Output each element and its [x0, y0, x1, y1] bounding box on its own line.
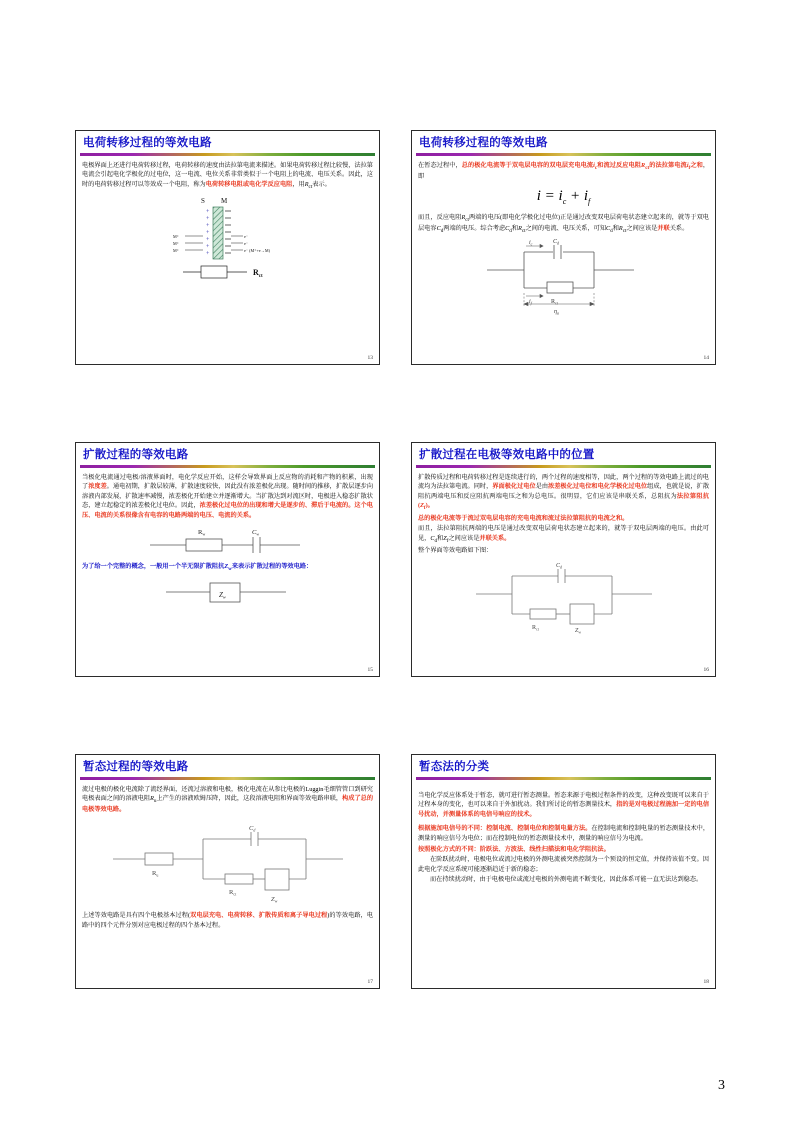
slide-18-number: 18 — [703, 979, 709, 985]
slide-13-number: 13 — [367, 355, 373, 361]
slide-14-highlight-1: 总的极化电流等于双电层电容的双电层充电电流$i_c$和流过反应电阻$R_{ct}$的法拉第电流$i_f$之和 — [461, 161, 703, 171]
slide-17-footer-text: 上述等效电路是具有四个电极基本过程(双电层充电、电荷转移、扩散传质和离子导电过程)的等效电路，电路中的四个元件分别对应电极过程的四个基本过程。 — [82, 912, 374, 929]
svg-text:Ru: $R_u$ — [151, 870, 158, 878]
slide-13[interactable] — [75, 130, 380, 365]
svg-text:Rct: $R_{ct}$ — [228, 889, 236, 897]
slide-14-paragraph-2: 而且，反应电阻$R_{ct}$两端的电压(即电化学极化过电位)正是通过改变双电层荷电状态建立起来的，就等于双电层电容$C_d$两端的电压。综合考虑$C_d$和$R_{ct}$之间的电流、电压关系，可知$C_d$和$R_{ct}$之间应该是并联关系。 — [418, 213, 709, 235]
slide-17-footer — [76, 907, 379, 930]
svg-text:if: $i_f$ — [528, 299, 532, 306]
slide-16[interactable] — [411, 442, 716, 677]
slide-14-title: 电荷转移过程的等效电路 — [419, 137, 548, 149]
slide-16-highlight-3: 并联关系。 — [479, 534, 511, 542]
slide-14-number: 14 — [703, 355, 709, 361]
interface-equivalent-circuit — [464, 562, 664, 634]
slide-14[interactable] — [411, 130, 716, 365]
slide-15-note — [76, 559, 379, 573]
slide-17-title: 暂态过程的等效电路 — [83, 761, 189, 773]
charge-transfer-interface-diagram — [143, 193, 313, 285]
svg-text:S: S — [200, 197, 205, 206]
zw-impedance-element — [138, 576, 318, 608]
total-electrode-equivalent-circuit — [103, 821, 353, 907]
slide-15-note-text: 为了给一个完整的概念，一般用一个半无限扩散阻抗$Z_w$来表示扩散过程的等效电路： — [82, 562, 313, 572]
svg-text:Rct: $R_{ct}$ — [550, 299, 558, 306]
slide-13-figure — [76, 193, 379, 285]
slide-18-highlight-2: 根据施加电信号的不同：控制电流、控制电位和控制电量方法。 — [418, 825, 592, 833]
slide-16-body — [412, 468, 715, 556]
slide-16-paragraph-2: 总的极化电流等于流过双电层电容的充电电流和流过法拉第阻抗的电流之和。 — [418, 514, 629, 522]
svg-text:Zw: $Z_w$ — [574, 627, 581, 635]
slide-14-body — [412, 156, 715, 236]
slide-15-title: 扩散过程的等效电路 — [83, 449, 189, 461]
slide-13-title: 电荷转移过程的等效电路 — [83, 137, 212, 149]
slide-13-highlight: 电荷转移电阻或电化学反应电阻 — [205, 180, 293, 188]
slide-16-paragraph-4: 整个界面等效电路如下图： — [418, 547, 493, 555]
slide-15-paragraph-1: 当极化电流通过电极/溶液界面时，电化学反应开始，这样会导致界面上反应物的消耗和产物的积累，出现了浓度差。通电初期，扩散层较薄，扩散速度较快，因此没有浓差极化出现。随时间的推移，扩散层逐步向溶液内部发展，扩散速率减慢，浓差极化开始建立并逐渐增大。当扩散达到对流区时，电极进入稳态扩散状态，建立起稳定的浓差极化过电位。因此，浓差极化过电位的出现和增大是逐步的、滞后于电流的。这个电压、电流的关系很像含有电容的电路两端的电压、电流的关系。 — [82, 473, 374, 519]
slide-16-number: 16 — [703, 667, 709, 673]
svg-text:M⁺: M⁺ — [172, 234, 179, 240]
slide-14-paragraph-1: 在暂态过程中，总的极化电流等于双电层电容的双电层充电电流$i_c$和流过反应电阻$R_{ct}$的法拉第电流$i_f$之和，即 — [418, 161, 710, 180]
svg-text:+: + — [205, 251, 209, 258]
svg-text:Rct: $R_{ct}$ — [531, 624, 539, 632]
slide-15-figure-1 — [76, 523, 379, 559]
slide-17-number: 17 — [367, 979, 373, 985]
slide-15-body — [76, 468, 379, 521]
slide-16-figure — [412, 562, 715, 634]
svg-text:Cd: $C_d$ — [552, 239, 559, 246]
slide-grid — [75, 130, 718, 989]
svg-text:+: + — [205, 230, 209, 237]
svg-text:+: + — [205, 237, 209, 244]
slide-18-title: 暂态法的分类 — [419, 761, 490, 773]
slide-17-highlight-1: 构成了总的电极等效电路。 — [82, 795, 374, 814]
slide-18-paragraph-3: 按照极化方式的不同：阶跃法、方波法、线性扫描法和电化学阻抗法。 — [418, 845, 610, 853]
slide-17[interactable] — [75, 754, 380, 989]
slide-15[interactable] — [75, 442, 380, 677]
rw-cw-series-circuit — [128, 523, 328, 559]
svg-text:Rct: $R_{ct}$ — [252, 268, 263, 280]
slide-16-paragraph-1: 扩散传质过程和电荷转移过程是连续进行的，两个过程的速度相等，因此，两个过程的等效电路上流过的电流均为法拉第电流。同时，界面极化过电位是由浓差极化过电位和电化学极化过电位组成，也就是说，扩散阻抗两端电压和反应阻抗两端电压之和为总电压。很明显，它们应该是串联关系，总阻抗为法拉第阻抗$(Z_f)$。 — [418, 473, 710, 512]
svg-text:e⁻ (M⁺+e→M): e⁻ (M⁺+e→M) — [243, 248, 270, 254]
parallel-rc-circuit-diagram — [469, 238, 659, 316]
slide-18-paragraph-4: 在阶跃扰动时，电极电位或流过电极的外测电流被突然控制为一个预设的恒定值，并保持该值不变。因此电化学反应系统可能逐渐趋近于新的稳态； — [418, 856, 709, 873]
slide-14-highlight-2: 并联 — [657, 225, 670, 233]
svg-text:e⁻: e⁻ — [243, 241, 248, 247]
svg-text:M⁺: M⁺ — [172, 248, 179, 254]
slide-18-paragraph-5: 而在持续扰动时，由于电极电位或流过电极的外测电流不断变化，因此体系可能一直无法达到稳态。 — [430, 876, 703, 884]
slide-18-paragraph-1: 当电化学反应体系处于暂态，就可进行暂态测量。暂态来源于电极过程条件的改变，这种改变既可以来自于过程本身的变化，也可以来自于外加扰动。我们所讨论的暂态测量技术，指的是对电极过程施加一定的电信号扰动，并测量体系的电信号响应的技术。 — [418, 791, 710, 818]
svg-text:ic: $i_c$ — [528, 240, 532, 247]
slide-14-figure — [412, 238, 715, 316]
svg-text:ηa: $\eta_a$ — [553, 309, 559, 316]
svg-text:M⁺: M⁺ — [172, 241, 179, 247]
slide-14-equation: $i = i_c + i_f$ — [536, 188, 591, 207]
svg-text:+: + — [205, 209, 209, 216]
svg-text:Cw: $C_w$ — [251, 528, 259, 537]
slide-15-highlight-2: 浓差极化过电位的出现和增大是逐步的、滞后于电流的。这个电压、电流的关系很像含有电容的电路两端的电压、电流的关系。 — [82, 502, 373, 519]
slide-17-body — [76, 780, 379, 815]
svg-text:Cd: $C_d$ — [248, 825, 255, 833]
slide-17-figure — [76, 821, 379, 907]
svg-text:+: + — [205, 244, 209, 251]
slide-15-figure-2 — [76, 576, 379, 608]
slide-15-number: 15 — [367, 667, 373, 673]
slide-13-paragraph-1: 电极界面上还进行电荷转移过程，电荷转移的速度由法拉第电流来描述。如果电荷转移过程比较慢，法拉第电流会引起电化学极化的过电位，这一电流、电位关系非常类似于一个电阻上的电流、电压关系。因此，这时的电荷转移过程可以等效成一个电阻，称为电荷转移电阻或电化学反应电阻，用$R_{ct}$表示。 — [82, 161, 373, 191]
slide-18-paragraph-2: 根据施加电信号的不同：控制电流、控制电位和控制电量方法。在控制电流和控制电量的暂态测量技术中，测量的响应信号为电位；而在控制电位的暂态测量技术中，测量的响应信号为电流。 — [418, 825, 710, 842]
svg-text:Cd: $C_d$ — [555, 562, 562, 570]
svg-text:M: M — [220, 197, 227, 206]
slide-16-title: 扩散过程在电极等效电路中的位置 — [419, 449, 595, 461]
page-number: 3 — [718, 1078, 725, 1093]
slide-18-body — [412, 780, 715, 885]
svg-text:+: + — [205, 223, 209, 230]
svg-text:Rw: $R_w$ — [197, 528, 205, 537]
slide-17-paragraph-1: 流过电极的极化电流除了流经界面，还流过溶液和电极，极化电流在从参比电极的Luggin毛细管管口到研究电极表面之间的溶液电阻$R_u$上产生的溶液欧姆压降，因此，这段溶液电阻和界面等效电路串联，构成了总的电极等效电路。 — [82, 785, 374, 814]
slide-15-highlight-1: 浓度差 — [88, 483, 107, 491]
svg-text:Zw: $Z_w$ — [218, 590, 226, 600]
slide-18[interactable] — [411, 754, 716, 989]
svg-text:Zw: $Z_w$ — [270, 896, 277, 904]
slide-13-body — [76, 156, 379, 191]
slide-16-paragraph-3: 而且，法拉第阻抗两端的电压是通过改变双电层荷电状态建立起来的，就等于双电层两端的电压。由此可见，$C_d$和$Z_f$之间应该是并联关系。 — [418, 525, 709, 545]
svg-text:e⁻: e⁻ — [243, 234, 248, 240]
slide-18-highlight-1: 指的是对电极过程施加一定的电信号扰动，并测量体系的电信号响应的技术。 — [418, 801, 710, 818]
svg-text:+: + — [205, 216, 209, 223]
